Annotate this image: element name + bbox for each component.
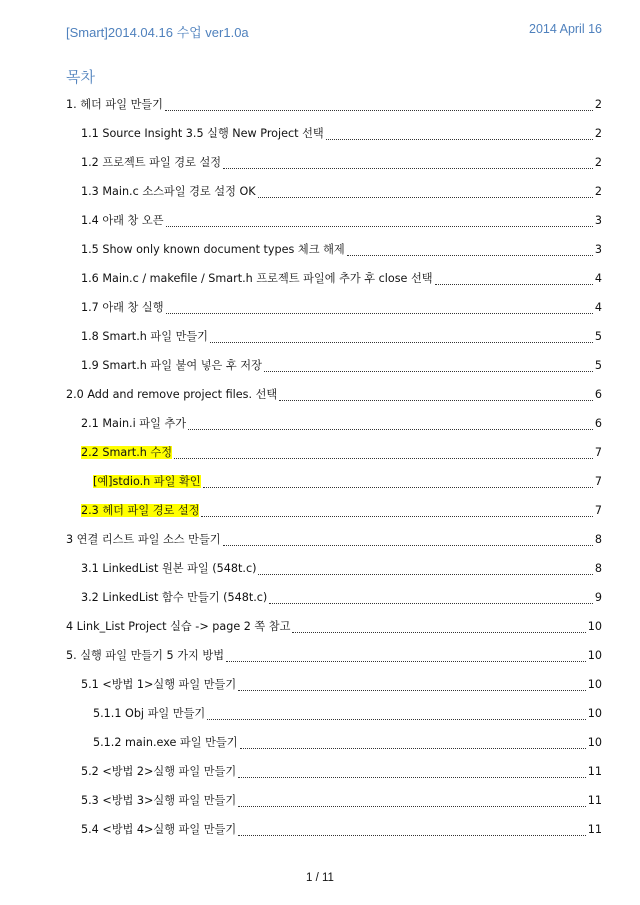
toc-entry-page: 5 xyxy=(594,358,602,372)
toc-leader-dots xyxy=(165,109,593,111)
toc-leader-dots xyxy=(279,399,593,401)
toc-entry-page: 3 xyxy=(594,213,602,227)
toc-leader-dots xyxy=(435,283,593,285)
toc-leader-dots xyxy=(238,805,586,807)
toc-entry[interactable] xyxy=(66,583,602,612)
toc-entry[interactable] xyxy=(66,815,602,844)
header-date: 2014 April 16 xyxy=(529,22,602,36)
toc-entry-page: 7 xyxy=(594,445,602,459)
page-header xyxy=(66,22,602,40)
toc-entry-page: 10 xyxy=(587,677,602,691)
toc-entry-page: 2 xyxy=(594,126,602,140)
toc-entry[interactable] xyxy=(66,351,602,380)
toc-entry-label: 1.7 아래 창 실행 xyxy=(81,300,164,314)
toc-entry-page: 6 xyxy=(594,416,602,430)
toc-entry-label: [예]stdio.h 파일 확인 xyxy=(93,474,201,488)
toc-entry[interactable] xyxy=(66,670,602,699)
toc-entry[interactable] xyxy=(66,206,602,235)
toc-leader-dots xyxy=(223,167,593,169)
toc-leader-dots xyxy=(210,341,593,343)
page-number: 1 / 11 xyxy=(306,872,334,884)
toc-entry-label: 5.1.1 Obj 파일 만들기 xyxy=(93,706,206,720)
toc-entry-page: 4 xyxy=(594,300,602,314)
toc-leader-dots xyxy=(264,370,593,372)
table-of-contents xyxy=(66,90,602,844)
toc-entry[interactable] xyxy=(66,728,602,757)
toc-leader-dots xyxy=(223,544,593,546)
toc-leader-dots xyxy=(238,834,586,836)
toc-entry-label: 3.1 LinkedList 원본 파일 (548t.c) xyxy=(81,561,257,575)
toc-entry-label: 3.2 LinkedList 함수 만들기 (548t.c) xyxy=(81,590,268,604)
header-title: [Smart]2014.04.16 수업 ver1.0a xyxy=(66,25,249,40)
toc-entry-page: 4 xyxy=(594,271,602,285)
toc-leader-dots xyxy=(226,660,586,662)
toc-entry[interactable] xyxy=(66,119,602,148)
toc-entry-label: 5.1.2 main.exe 파일 만들기 xyxy=(93,735,238,749)
toc-leader-dots xyxy=(258,573,592,575)
toc-leader-dots xyxy=(238,776,586,778)
toc-entry-label: 4 Link_List Project 실습 -> page 2 쪽 참고 xyxy=(66,619,291,633)
toc-leader-dots xyxy=(207,718,586,720)
toc-entry-page: 9 xyxy=(594,590,602,604)
toc-leader-dots xyxy=(258,196,593,198)
toc-entry-label: 2.0 Add and remove project files. 선택 xyxy=(66,387,278,401)
toc-entry[interactable] xyxy=(66,612,602,641)
toc-entry[interactable] xyxy=(66,438,602,467)
toc-entry-page: 8 xyxy=(594,561,602,575)
toc-leader-dots xyxy=(203,486,593,488)
toc-entry-page: 11 xyxy=(587,793,602,807)
toc-entry[interactable] xyxy=(66,757,602,786)
toc-entry[interactable] xyxy=(66,322,602,351)
toc-entry-label: 5.2 <방법 2>실행 파일 만들기 xyxy=(81,764,237,778)
toc-entry[interactable] xyxy=(66,409,602,438)
toc-entry-label: 1.2 프로젝트 파일 경로 설정 xyxy=(81,155,222,169)
toc-leader-dots xyxy=(166,225,593,227)
toc-entry[interactable] xyxy=(66,235,602,264)
toc-leader-dots xyxy=(174,457,593,459)
toc-entry-label: 1.6 Main.c / makefile / Smart.h 프로젝트 파일에 추가 후 close 선택 xyxy=(81,271,433,285)
toc-leader-dots xyxy=(269,602,593,604)
toc-entry[interactable] xyxy=(66,786,602,815)
toc-entry-page: 3 xyxy=(594,242,602,256)
toc-entry-page: 10 xyxy=(587,735,602,749)
toc-entry[interactable] xyxy=(66,699,602,728)
toc-entry-page: 11 xyxy=(587,764,602,778)
toc-entry-label: 1.3 Main.c 소스파일 경로 설정 OK xyxy=(81,184,256,198)
toc-entry-label: 5.1 <방법 1>실행 파일 만들기 xyxy=(81,677,237,691)
toc-entry-label: 1.5 Show only known document types 체크 해제 xyxy=(81,242,345,256)
toc-entry-page: 2 xyxy=(594,97,602,111)
toc-leader-dots xyxy=(238,689,586,691)
toc-entry-label: 1. 헤더 파일 만들기 xyxy=(66,97,163,111)
toc-leader-dots xyxy=(188,428,593,430)
toc-entry-label: 5.4 <방법 4>실행 파일 만들기 xyxy=(81,822,237,836)
toc-entry[interactable] xyxy=(66,148,602,177)
toc-entry-label: 5.3 <방법 3>실행 파일 만들기 xyxy=(81,793,237,807)
toc-entry-page: 7 xyxy=(594,503,602,517)
toc-entry-page: 7 xyxy=(594,474,602,488)
toc-entry[interactable] xyxy=(66,293,602,322)
toc-entry-label: 1.8 Smart.h 파일 만들기 xyxy=(81,329,208,343)
toc-entry-label: 1.4 아래 창 오픈 xyxy=(81,213,164,227)
toc-entry-label: 2.3 헤더 파일 경로 설정 xyxy=(81,503,200,517)
toc-entry-label: 1.1 Source Insight 3.5 실행 New Project 선택 xyxy=(81,126,324,140)
toc-leader-dots xyxy=(326,138,593,140)
toc-entry-page: 8 xyxy=(594,532,602,546)
toc-leader-dots xyxy=(347,254,593,256)
toc-entry-page: 2 xyxy=(594,155,602,169)
toc-entry-page: 2 xyxy=(594,184,602,198)
toc-entry[interactable] xyxy=(66,177,602,206)
toc-leader-dots xyxy=(166,312,593,314)
toc-entry-page: 5 xyxy=(594,329,602,343)
toc-leader-dots xyxy=(240,747,586,749)
toc-entry-label: 1.9 Smart.h 파일 붙여 넣은 후 저장 xyxy=(81,358,262,372)
toc-leader-dots xyxy=(292,631,585,633)
toc-entry-label: 5. 실행 파일 만들기 5 가지 방법 xyxy=(66,648,225,662)
toc-entry[interactable] xyxy=(66,496,602,525)
toc-entry[interactable] xyxy=(66,90,602,119)
toc-entry[interactable] xyxy=(66,525,602,554)
toc-entry[interactable] xyxy=(66,467,602,496)
toc-entry-page: 6 xyxy=(594,387,602,401)
toc-entry-page: 10 xyxy=(587,648,602,662)
toc-entry[interactable] xyxy=(66,264,602,293)
toc-entry[interactable] xyxy=(66,554,602,583)
toc-entry-page: 11 xyxy=(587,822,602,836)
toc-entry[interactable] xyxy=(66,380,602,409)
toc-entry-page: 10 xyxy=(587,619,602,633)
toc-entry-page: 10 xyxy=(587,706,602,720)
toc-entry-label: 3 연결 리스트 파일 소스 만들기 xyxy=(66,532,221,546)
toc-entry[interactable] xyxy=(66,641,602,670)
toc-entry-label: 2.2 Smart.h 수정 xyxy=(81,445,173,459)
toc-entry-label: 2.1 Main.i 파일 추가 xyxy=(81,416,187,430)
toc-title: 목차 xyxy=(66,68,95,86)
toc-leader-dots xyxy=(201,515,592,517)
